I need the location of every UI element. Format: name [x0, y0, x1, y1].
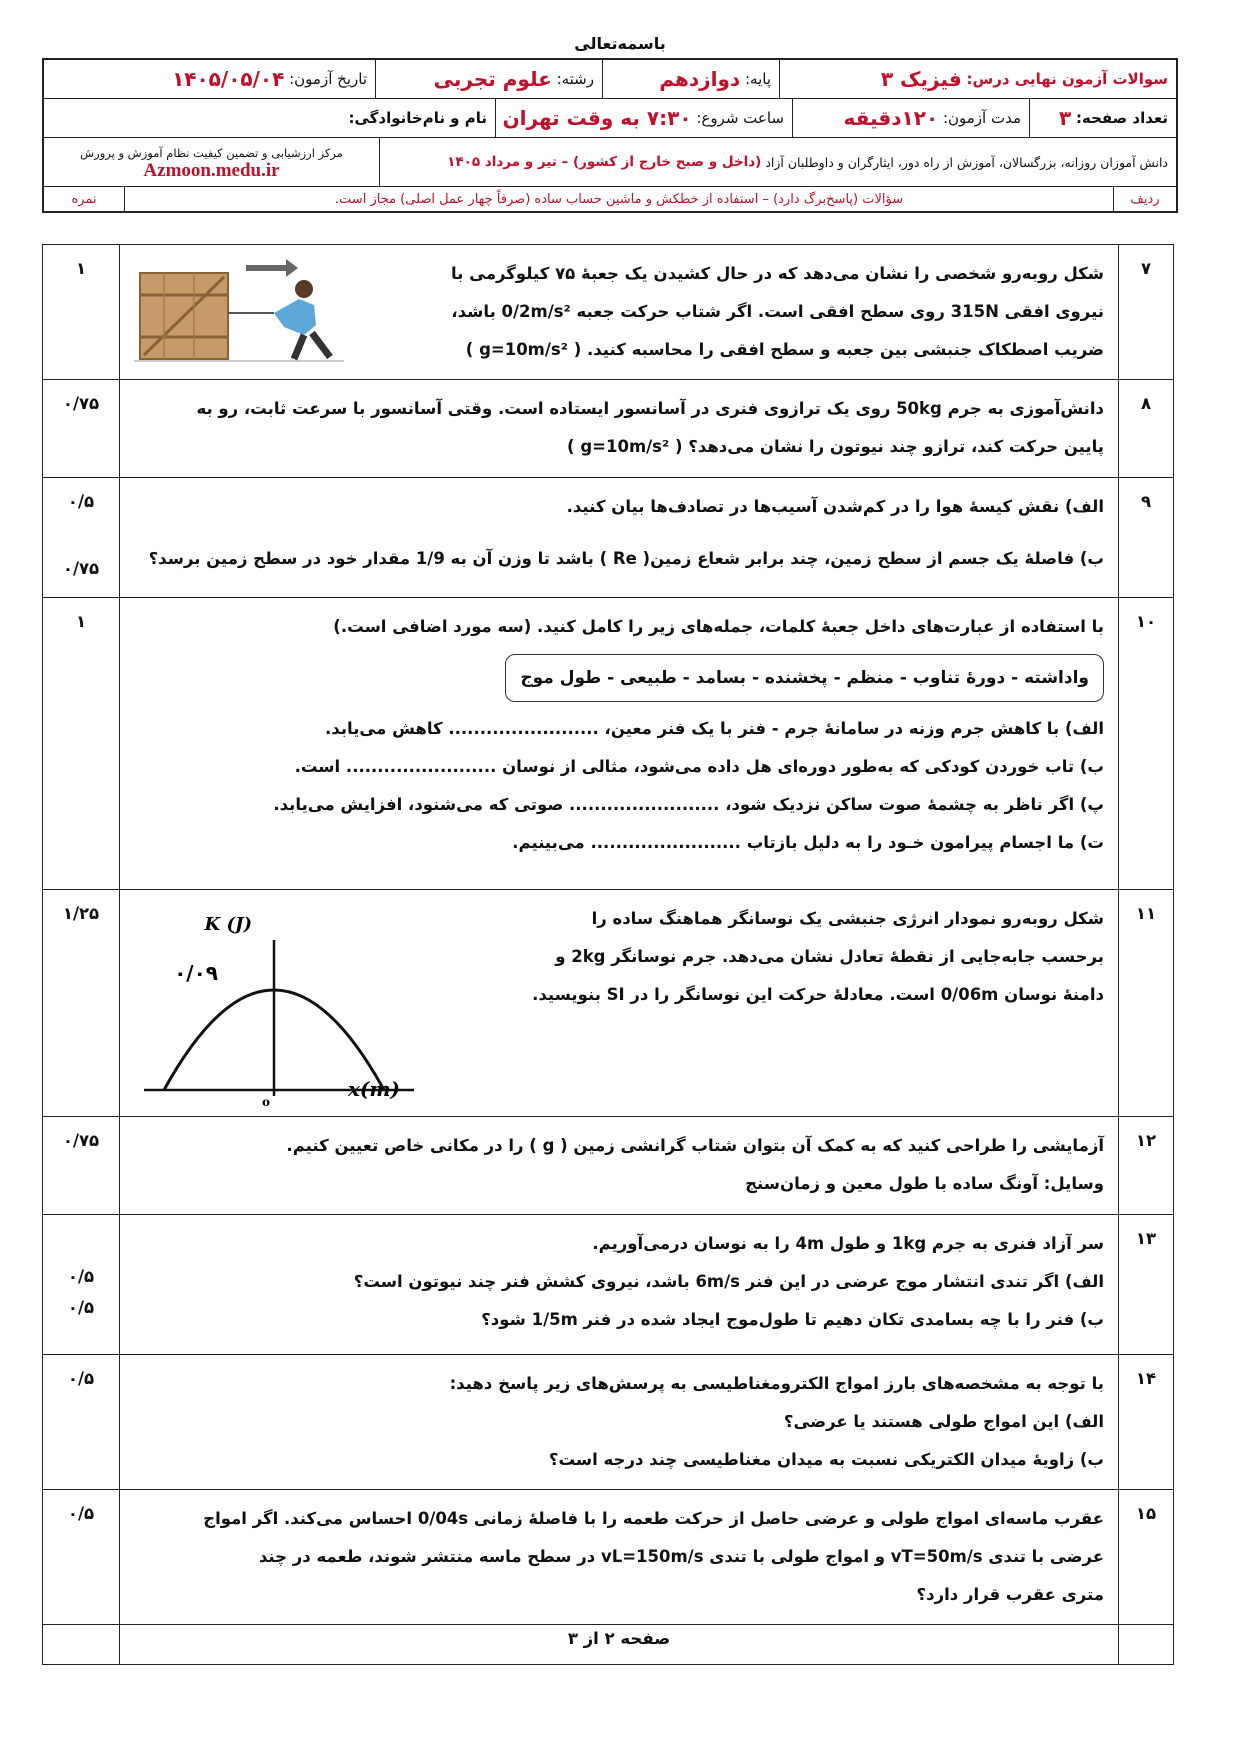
question-text [120, 245, 1119, 380]
subject: فیزیک ۳ [880, 67, 962, 91]
q10-line-d: ت) ما اجسام پیرامون خـود را به دلیل بازتاب ........................ می‌بینیم. [512, 833, 1104, 852]
q11-line-2: برحسب جابه‌جایی از نقطهٔ تعادل نشان می‌دهد. جرم نوسانگر 2kg و [555, 947, 1104, 966]
q10-line-c: پ) اگر ناظر به چشمهٔ صوت ساکن نزدیک شود، ........................ صوتی که می‌شنود، افزایش می‌یابد. [273, 795, 1104, 814]
field: علوم تجربی [433, 67, 552, 91]
question-number: ۱۱ [1119, 890, 1174, 1117]
question-number: ۱۴ [1119, 1355, 1174, 1490]
q10-intro: با استفاده از عبارت‌های داخل جعبهٔ کلمات، جمله‌های زیر را کامل کنید. (سه مورد اضافی است.) [333, 617, 1104, 636]
question-row [43, 598, 1174, 890]
exam-header [42, 58, 1178, 213]
question-row [43, 1490, 1174, 1625]
q14-part-b: ب) زاویهٔ میدان الکتریکی نسبت به میدان مغناطیسی چند درجه است؟ [548, 1450, 1104, 1469]
subject-cell [779, 60, 1176, 98]
field-cell [375, 60, 602, 98]
q7-line-3: ضریب اصطکاک جنبشی بین جعبه و سطح افقی را محاسبه کنید. ( g=10m/s² ) [465, 340, 1104, 359]
date-label: تاریخ آزمون: [289, 70, 367, 88]
q8-line-2: پایین حرکت کند، ترازو چند نیوتون را نشان می‌دهد؟ ( g=10m/s² ) [567, 437, 1104, 456]
name-cell [44, 99, 495, 137]
question-text [120, 1215, 1119, 1355]
question-number: ۸ [1119, 380, 1174, 478]
name-label: نام و نام‌خانوادگی: [348, 109, 487, 127]
q14-intro: با توجه به مشخصه‌های بارز امواج الکترومغناطیسی به پرسش‌های زیر پاسخ دهید: [449, 1374, 1104, 1393]
question-number: ۱۲ [1119, 1117, 1174, 1215]
question-text [120, 1355, 1119, 1490]
question-number: ۹ [1119, 478, 1174, 598]
q11-line-1: شکل روبه‌رو نمودار انرژی جنبشی یک نوسانگر هماهنگ ساده را [591, 909, 1104, 928]
site-url: Azmoon.medu.ir [143, 160, 280, 181]
question-text [120, 1490, 1119, 1625]
audience: دانش آموزان روزانه، بزرگسالان، آموزش از راه دور، ایثارگران و داوطلبان آزاد [765, 154, 1168, 170]
date-cell [44, 60, 375, 98]
question-row [43, 245, 1174, 380]
question-row [43, 890, 1174, 1117]
q7-line-1: شکل روبه‌رو شخصی را نشان می‌دهد که در حال کشیدن یک جعبهٔ ۷۵ کیلوگرمی با [451, 264, 1104, 283]
q15-line-2: عرضی با تندی vT=50m/s و امواج طولی با تندی vL=150m/s در سطح ماسه منتشر شوند، طعمه در چند [258, 1547, 1104, 1566]
field-label: رشته: [556, 70, 594, 88]
score-part-a: ۰/۵ [67, 1267, 95, 1286]
instructions: سؤالات (پاسخ‌برگ دارد) – استفاده از خطکش و ماشین حساب ساده (صرفاً چهار عمل اصلی) مجاز است. [124, 187, 1113, 211]
start-label: ساعت شروع: [696, 109, 784, 127]
question-number: ۱۰ [1119, 598, 1174, 890]
q15-line-3: متری عقرب قرار دارد؟ [916, 1585, 1104, 1604]
pages-label: تعداد صفحه: [1075, 109, 1168, 127]
duration-label: مدت آزمون: [942, 109, 1021, 127]
grade: دوازدهم [659, 67, 741, 91]
question-score: ۱ [43, 245, 120, 380]
q11-line-3: دامنهٔ نوسان 0/06m است. معادلهٔ حرکت این نوسانگر را در SI بنویسید. [532, 985, 1104, 1004]
box-pulling-illustration [134, 255, 344, 365]
question-score: ۰/۷۵ [43, 1117, 120, 1215]
question-text [120, 478, 1119, 598]
graph-y-label: K (J) [204, 914, 252, 935]
audience-cell [379, 138, 1176, 186]
q8-line-1: دانش‌آموزی به جرم 50kg روی یک ترازوی فنری در آسانسور ایستاده است. وقتی آسانسور با سرعت ثابت، رو به [196, 399, 1104, 418]
question-row [43, 1355, 1174, 1490]
q12-line-2: وسایل: آونگ ساده با طول معین و زمان‌سنج [745, 1174, 1104, 1193]
center-name: مرکز ارزشیابی و تضمین کیفیت نظام آموزش و پرورش [80, 146, 343, 160]
question-score [43, 1215, 120, 1355]
question-score: ۰/۵ [43, 1490, 120, 1625]
question-row [43, 1215, 1174, 1355]
question-text [120, 1117, 1119, 1215]
question-row [43, 380, 1174, 478]
kinetic-energy-graph [134, 900, 444, 1106]
pages-cell [1029, 99, 1176, 137]
graph-x-label: x(m) [347, 1077, 400, 1101]
score-part-b: ۰/۷۵ [62, 559, 100, 578]
graph-peak-label: ۰/۰۹ [174, 961, 218, 985]
center-cell [44, 138, 379, 186]
question-score: ۰/۷۵ [43, 380, 120, 478]
grade-cell [602, 60, 779, 98]
q13-part-a: الف) اگر تندی انتشار موج عرضی در این فنر 6m/s باشد، نیروی کشش فنر چند نیوتون است؟ [353, 1272, 1104, 1291]
q7-line-2: نیروی افقی 315N روی سطح افقی است. اگر شتاب حرکت جعبه 0/2m/s² باشد، [451, 302, 1104, 321]
q12-line-1: آزمایشی را طراحی کنید که به کمک آن بتوان شتاب گرانشی زمین ( g ) را در مکانی خاص تعیین کنیم. [286, 1136, 1104, 1155]
score-header: نمره [71, 191, 97, 207]
q13-intro: سر آزاد فنری به جرم 1kg و طول 4m را به نوسان درمی‌آوریم. [592, 1234, 1104, 1253]
question-row [43, 1117, 1174, 1215]
q14-part-a: الف) این امواج طولی هستند یا عرضی؟ [783, 1412, 1104, 1431]
questions-table [42, 244, 1174, 1665]
question-score: ۰/۵ [43, 1355, 120, 1490]
q9-part-a: الف) نقش کیسهٔ هوا را در کم‌شدن آسیب‌ها در تصادف‌ها بیان کنید. [566, 497, 1104, 516]
duration-cell [792, 99, 1029, 137]
q10-line-b: ب) تاب خوردن کودکی که به‌طور دوره‌ای هل داده می‌شود، مثالی از نوسان ........................ است. [294, 757, 1104, 776]
graph-origin: o [261, 1095, 270, 1106]
question-score [43, 478, 120, 598]
row-header: ردیف [1113, 187, 1176, 211]
question-text [120, 598, 1119, 890]
page-footer: صفحه ۲ از ۳ [120, 1625, 1119, 1665]
question-number: ۷ [1119, 245, 1174, 380]
duration: ۱۲۰دقیقه [843, 106, 939, 130]
footer-row [43, 1625, 1174, 1665]
question-score: ۱/۲۵ [43, 890, 120, 1117]
q13-part-b: ب) فنر را با چه بسامدی تکان دهیم تا طول‌موج ایجاد شده در فنر 1/5m شود؟ [481, 1310, 1104, 1329]
question-number: ۱۵ [1119, 1490, 1174, 1625]
session: (داخل و صبح خارج از کشور) – تیر و مرداد ۱۴۰۵ [447, 154, 762, 170]
start-time: ۷:۳۰ به وقت تهران [502, 106, 692, 130]
score-part-b: ۰/۵ [67, 1298, 95, 1317]
question-text [120, 890, 1119, 1117]
title-label: سوالات آزمون نهایی درس: [966, 70, 1168, 88]
question-score: ۱ [43, 598, 120, 890]
q9-part-b: ب) فاصلهٔ یک جسم از سطح زمین، چند برابر شعاع زمین( Re ) باشد تا وزن آن به 1/9 مقدار خود در سطح زمین برسد؟ [148, 549, 1104, 568]
question-text [120, 380, 1119, 478]
word-bank: واداشته - دورهٔ تناوب - منظم - پخشنده - بسامد - طبیعی - طول موج [505, 654, 1104, 702]
question-number: ۱۳ [1119, 1215, 1174, 1355]
exam-date: ۱۴۰۵/۰۵/۰۴ [172, 67, 285, 91]
question-row [43, 478, 1174, 598]
basmala: باسمه‌تعالی [574, 34, 666, 53]
start-cell [495, 99, 792, 137]
q15-line-1: عقرب ماسه‌ای امواج طولی و عرضی حاصل از حرکت طعمه را با فاصلهٔ زمانی 0/04s احساس می‌کند. اگر امواج [203, 1509, 1104, 1528]
grade-label: پایه: [744, 70, 771, 88]
page-count: ۳ [1058, 106, 1072, 130]
q10-line-a: الف) با کاهش جرم وزنه در سامانهٔ جرم - فنر با یک فنر معین، ........................ کاهش می‌یابد. [325, 719, 1104, 738]
score-part-a: ۰/۵ [67, 492, 95, 511]
